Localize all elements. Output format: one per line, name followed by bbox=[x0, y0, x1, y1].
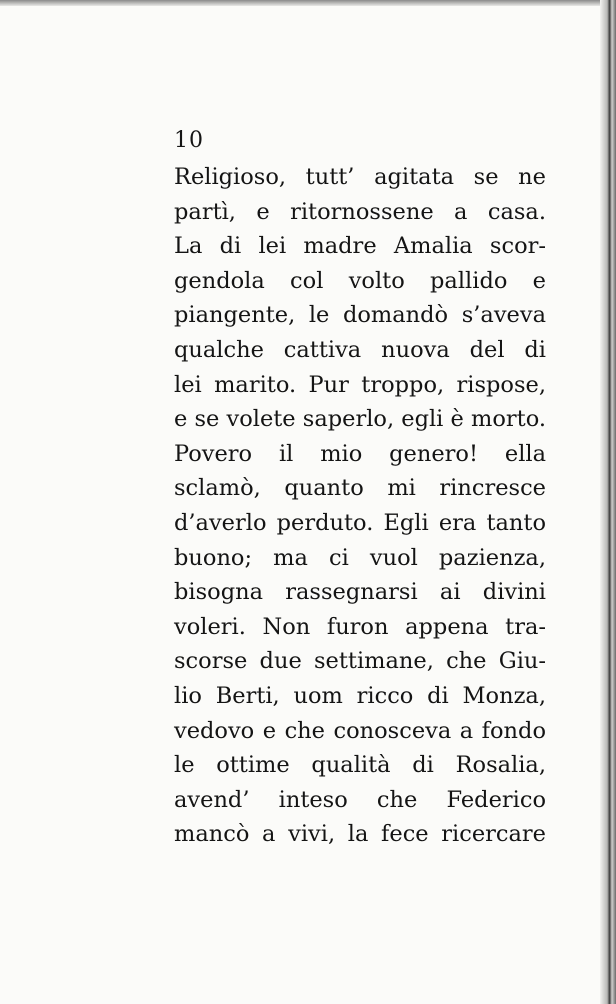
text-line: piangente, le domandò s’aveva bbox=[174, 302, 546, 329]
text-line: sclamò, quanto mi rincresce bbox=[174, 475, 546, 502]
text-line: voleri. Non furon appena tra- bbox=[174, 613, 546, 640]
text-line: d’averlo perduto. Egli era tanto bbox=[174, 509, 546, 536]
text-line: scorse due settimane, che Giu- bbox=[174, 648, 546, 675]
body-text bbox=[174, 160, 546, 852]
text-line: le ottime qualità di Rosalia, bbox=[174, 752, 546, 779]
text-line: vedovo e che conosceva a fondo bbox=[174, 717, 546, 744]
text-line: buono; ma ci vuol pazienza, bbox=[174, 544, 546, 571]
text-line: lio Berti, uom ricco di Monza, bbox=[174, 682, 546, 709]
text-line: avend’ inteso che Federico bbox=[174, 786, 546, 813]
text-line: La di lei madre Amalia scor- bbox=[174, 233, 546, 260]
text-line: mancò a vivi, la fece ricercare bbox=[174, 821, 546, 848]
text-line: bisogna rassegnarsi ai divini bbox=[174, 579, 546, 606]
page-binding-edge bbox=[600, 0, 616, 1004]
text-line: Povero il mio genero! ella bbox=[174, 440, 546, 467]
text-line: Religioso, tutt’ agitata se ne bbox=[174, 164, 546, 190]
text-line: lei marito. Pur troppo, rispose, bbox=[174, 371, 546, 398]
text-line: qualche cattiva nuova del di bbox=[174, 336, 546, 363]
text-line: gendola col volto pallido e bbox=[174, 267, 546, 294]
text-line: e se volete saperlo, egli è morto. bbox=[174, 406, 546, 433]
page-top-shadow bbox=[0, 0, 616, 6]
page-number: 10 bbox=[174, 128, 204, 153]
text-line: partì, e ritornossene a casa. bbox=[174, 198, 546, 225]
